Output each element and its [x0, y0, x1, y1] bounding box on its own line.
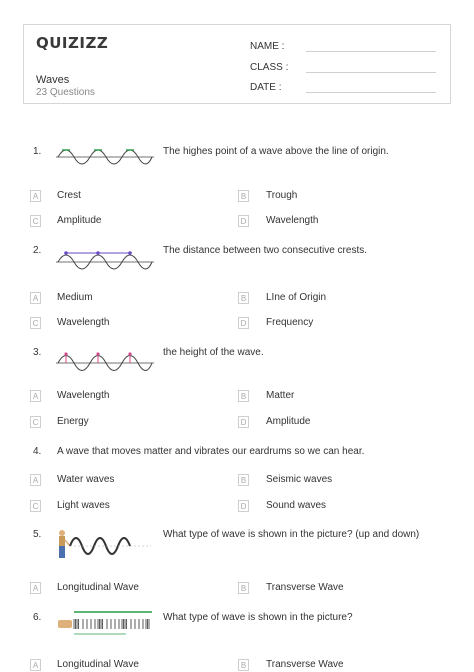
date-line: [306, 92, 436, 93]
wave-height-image: [56, 345, 154, 379]
option-letter-box[interactable]: B: [238, 190, 249, 202]
question-text: The distance between two consecutive crests.: [163, 245, 367, 256]
question-number: 1.: [33, 146, 42, 157]
option-text[interactable]: Trough: [266, 190, 298, 201]
worksheet-header: [23, 24, 451, 104]
option-text[interactable]: Wavelength: [266, 215, 319, 226]
option-text[interactable]: Matter: [266, 390, 295, 401]
date-field[interactable]: [250, 82, 281, 93]
option-letter-box[interactable]: D: [238, 500, 249, 512]
question-number: 5.: [33, 529, 42, 540]
option-letter-box[interactable]: B: [238, 474, 249, 486]
option-text[interactable]: Longitudinal Wave: [57, 582, 139, 593]
option-text[interactable]: Wavelength: [57, 317, 110, 328]
question-number: 4.: [33, 446, 42, 457]
option-text[interactable]: Water waves: [57, 474, 115, 485]
class-label: CLASS :: [250, 62, 289, 73]
option-letter-box[interactable]: B: [238, 659, 249, 671]
option-letter-box[interactable]: C: [30, 500, 41, 512]
option-letter-box[interactable]: A: [30, 659, 41, 671]
option-letter-box[interactable]: C: [30, 416, 41, 428]
transverse-wave-person-image: [56, 526, 154, 566]
option-letter-box[interactable]: D: [238, 215, 249, 227]
question-count: 23 Questions: [36, 87, 95, 98]
name-field[interactable]: [250, 41, 284, 52]
option-text[interactable]: Medium: [57, 292, 93, 303]
option-text[interactable]: Light waves: [57, 500, 110, 511]
option-letter-box[interactable]: B: [238, 582, 249, 594]
wave-crests-image: [56, 141, 154, 173]
option-text[interactable]: Sound waves: [266, 500, 327, 511]
option-letter-box[interactable]: D: [238, 317, 249, 329]
option-letter-box[interactable]: A: [30, 190, 41, 202]
option-letter-box[interactable]: A: [30, 292, 41, 304]
date-label: DATE :: [250, 82, 282, 93]
option-letter-box[interactable]: A: [30, 390, 41, 402]
option-text[interactable]: Transverse Wave: [266, 582, 344, 593]
question-text: What type of wave is shown in the picture? (up and down): [163, 529, 420, 540]
option-letter-box[interactable]: A: [30, 582, 41, 594]
question-number: 6.: [33, 612, 42, 623]
option-letter-box[interactable]: B: [238, 292, 249, 304]
option-letter-box[interactable]: B: [238, 390, 249, 402]
question-text: What type of wave is shown in the picture?: [163, 612, 353, 623]
option-text[interactable]: Transverse Wave: [266, 659, 344, 670]
name-label: NAME :: [250, 41, 285, 52]
option-text[interactable]: Amplitude: [266, 416, 311, 427]
wave-distance-image: [56, 244, 154, 276]
question-text: The highes point of a wave above the line of origin.: [163, 146, 389, 157]
option-letter-box[interactable]: C: [30, 215, 41, 227]
option-text[interactable]: Amplitude: [57, 215, 102, 226]
quizizz-logo: QUIZIZZ: [36, 34, 109, 52]
question-number: 3.: [33, 347, 42, 358]
class-field[interactable]: [250, 62, 288, 73]
name-line: [306, 51, 436, 52]
option-text[interactable]: Wavelength: [57, 390, 110, 401]
option-text[interactable]: Seismic waves: [266, 474, 333, 485]
option-letter-box[interactable]: D: [238, 416, 249, 428]
option-text[interactable]: Energy: [57, 416, 89, 427]
question-number: 2.: [33, 245, 42, 256]
class-line: [306, 72, 436, 73]
worksheet-title: Waves: [36, 74, 70, 86]
option-text[interactable]: Longitudinal Wave: [57, 659, 139, 670]
option-letter-box[interactable]: A: [30, 474, 41, 486]
option-text[interactable]: Crest: [57, 190, 81, 201]
question-text: A wave that moves matter and vibrates our eardrums so we can hear.: [57, 446, 365, 457]
option-text[interactable]: Frequency: [266, 317, 314, 328]
question-text: the height of the wave.: [163, 347, 264, 358]
option-text[interactable]: LIne of Origin: [266, 292, 327, 303]
longitudinal-wave-slinky-image: [56, 608, 154, 638]
option-letter-box[interactable]: C: [30, 317, 41, 329]
